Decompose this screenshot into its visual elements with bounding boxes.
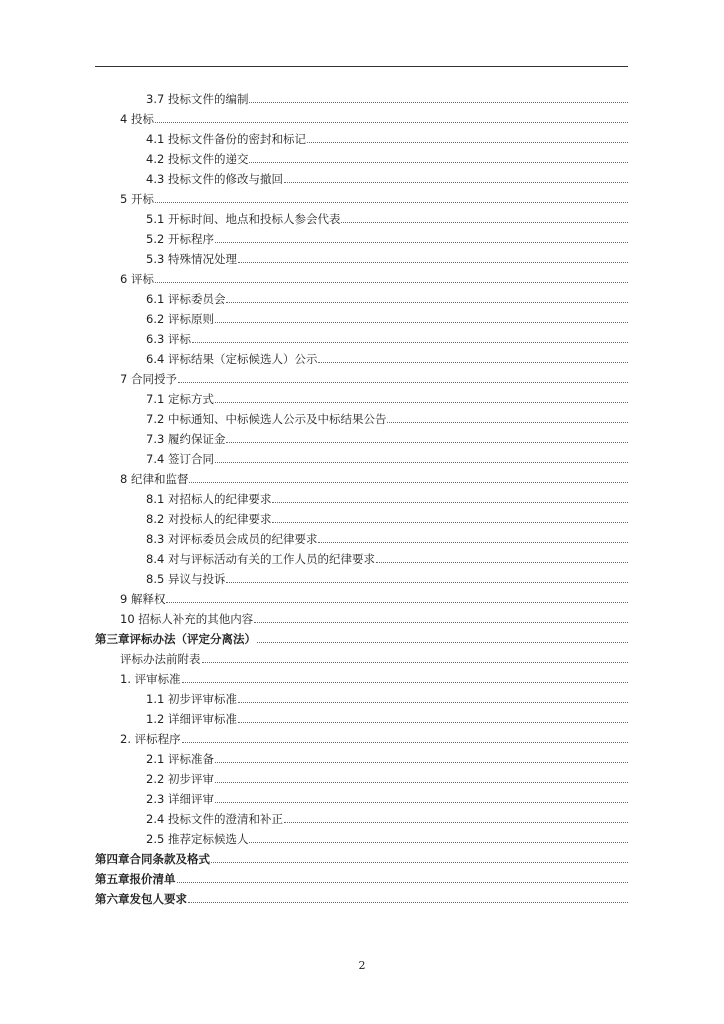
- header-rule: [95, 66, 628, 67]
- toc-entry[interactable]: [95, 886, 628, 906]
- toc-dot-leader: [215, 401, 628, 403]
- toc-entry-title: 8.2 对投标人的纪律要求: [146, 512, 272, 526]
- toc-dot-leader: [257, 641, 628, 643]
- toc-entry-title: 8.3 对评标委员会成员的纪律要求: [146, 532, 318, 546]
- toc-entry[interactable]: [146, 506, 628, 526]
- toc-entry[interactable]: [146, 446, 628, 466]
- toc-entry-title: 2. 评标程序: [120, 732, 181, 746]
- toc-entry-title: 1.1 初步评审标准: [146, 692, 237, 706]
- toc-entry[interactable]: [120, 466, 628, 486]
- toc-entry-title: 第六章发包人要求: [95, 892, 187, 906]
- toc-entry-title: 6 评标: [120, 272, 154, 286]
- toc-entry-title: 9 解释权: [120, 592, 166, 606]
- toc-dot-leader: [211, 861, 628, 863]
- toc-entry[interactable]: [95, 866, 628, 886]
- toc-entry[interactable]: [146, 486, 628, 506]
- toc-entry[interactable]: [95, 846, 628, 866]
- toc-entry[interactable]: [120, 666, 628, 686]
- toc-entry-title: 6.3 评标: [146, 332, 191, 346]
- toc-entry-title: 5.2 开标程序: [146, 232, 214, 246]
- toc-dot-leader: [188, 901, 628, 903]
- toc-entry[interactable]: [120, 106, 628, 126]
- toc-dot-leader: [155, 281, 628, 283]
- toc-entry-title: 8.5 异议与投诉: [146, 572, 226, 586]
- toc-entry-title: 2.1 评标准备: [146, 752, 214, 766]
- toc-dot-leader: [387, 421, 628, 423]
- toc-entry-title: 6.2 评标原则: [146, 312, 214, 326]
- toc-dot-leader: [192, 341, 628, 343]
- toc-entry-title: 4 投标: [120, 112, 154, 126]
- toc-entry[interactable]: [146, 286, 628, 306]
- toc-dot-leader: [238, 701, 628, 703]
- toc-entry[interactable]: [146, 526, 628, 546]
- page-number: 2: [358, 959, 366, 972]
- toc-entry-title: 2.4 投标文件的澄清和补正: [146, 812, 283, 826]
- toc-entry-title: 1. 评审标准: [120, 672, 181, 686]
- toc-dot-leader: [376, 561, 628, 563]
- toc-dot-leader: [272, 501, 628, 503]
- toc-dot-leader: [284, 821, 628, 823]
- toc-entry[interactable]: [146, 206, 628, 226]
- toc-entry-title: 第五章报价清单: [95, 872, 176, 886]
- toc-entry-title: 6.1 评标委员会: [146, 292, 226, 306]
- toc-entry-title: 4.1 投标文件备份的密封和标记: [146, 132, 306, 146]
- toc-entry-title: 7 合同授予: [120, 372, 177, 386]
- toc-dot-leader: [226, 301, 628, 303]
- toc-dot-leader: [254, 621, 628, 623]
- toc-dot-leader: [189, 481, 628, 483]
- toc-dot-leader: [238, 721, 628, 723]
- toc-dot-leader: [215, 781, 628, 783]
- toc-entry-title: 7.4 签订合同: [146, 452, 214, 466]
- toc-entry[interactable]: [120, 266, 628, 286]
- toc-entry-title: 6.4 评标结果（定标候选人）公示: [146, 352, 318, 366]
- toc-dot-leader: [177, 881, 629, 883]
- toc-entry[interactable]: [146, 746, 628, 766]
- toc-entry-title: 8 纪律和监督: [120, 472, 189, 486]
- toc-dot-leader: [182, 741, 628, 743]
- toc-dot-leader: [215, 801, 628, 803]
- toc-dot-leader: [341, 221, 628, 223]
- toc-entry[interactable]: [120, 586, 628, 606]
- toc-entry-title: 评标办法前附表: [120, 652, 201, 666]
- toc-entry[interactable]: [146, 306, 628, 326]
- toc-entry[interactable]: [146, 146, 628, 166]
- toc-entry[interactable]: [120, 186, 628, 206]
- toc-dot-leader: [249, 101, 628, 103]
- toc-dot-leader: [318, 541, 628, 543]
- toc-dot-leader: [272, 521, 628, 523]
- toc-entry-title: 5 开标: [120, 192, 154, 206]
- toc-entry[interactable]: [146, 546, 628, 566]
- toc-entry-title: 5.1 开标时间、地点和投标人参会代表: [146, 212, 341, 226]
- toc-entry[interactable]: [146, 326, 628, 346]
- toc-dot-leader: [284, 181, 628, 183]
- toc-entry-title: 7.1 定标方式: [146, 392, 214, 406]
- toc-dot-leader: [226, 441, 628, 443]
- toc-entry-title: 10 招标人补充的其他内容: [120, 612, 254, 626]
- toc-entry-title: 2.2 初步评审: [146, 772, 214, 786]
- toc-entry-title: 2.3 详细评审: [146, 792, 214, 806]
- toc-entry-title: 4.2 投标文件的递交: [146, 152, 249, 166]
- toc-entry[interactable]: [146, 786, 628, 806]
- toc-dot-leader: [182, 681, 628, 683]
- toc-entry-title: 8.1 对招标人的纪律要求: [146, 492, 272, 506]
- toc-dot-leader: [215, 461, 628, 463]
- toc-entry[interactable]: [146, 386, 628, 406]
- toc-entry-title: 5.3 特殊情况处理: [146, 252, 237, 266]
- toc-dot-leader: [215, 761, 628, 763]
- toc-dot-leader: [202, 661, 629, 663]
- toc-entry[interactable]: [146, 126, 628, 146]
- toc-entry[interactable]: [120, 646, 628, 666]
- toc-dot-leader: [155, 201, 628, 203]
- toc-dot-leader: [249, 841, 628, 843]
- toc-entry[interactable]: [120, 366, 628, 386]
- toc-entry-title: 第三章评标办法（评定分离法）: [95, 632, 256, 646]
- toc-entry-title: 7.2 中标通知、中标候选人公示及中标结果公告: [146, 412, 387, 426]
- toc-dot-leader: [238, 261, 628, 263]
- toc-dot-leader: [166, 601, 628, 603]
- toc-dot-leader: [307, 141, 628, 143]
- toc-entry[interactable]: [146, 766, 628, 786]
- toc-entry[interactable]: [120, 606, 628, 626]
- toc-entry[interactable]: [95, 626, 628, 646]
- toc-entry[interactable]: [146, 166, 628, 186]
- toc-entry[interactable]: [146, 86, 628, 106]
- toc-entry-title: 4.3 投标文件的修改与撤回: [146, 172, 283, 186]
- toc-dot-leader: [178, 381, 628, 383]
- toc-entry[interactable]: [146, 806, 628, 826]
- toc-entry[interactable]: [146, 406, 628, 426]
- toc-entry[interactable]: [146, 566, 628, 586]
- toc-dot-leader: [215, 241, 628, 243]
- toc-entry-title: 8.4 对与评标活动有关的工作人员的纪律要求: [146, 552, 375, 566]
- toc-entry[interactable]: [120, 726, 628, 746]
- toc-entry[interactable]: [146, 226, 628, 246]
- toc-entry[interactable]: [146, 706, 628, 726]
- toc-dot-leader: [226, 581, 628, 583]
- toc-entry-title: 7.3 履约保证金: [146, 432, 226, 446]
- toc-entry-title: 1.2 详细评审标准: [146, 712, 237, 726]
- toc-dot-leader: [215, 321, 628, 323]
- toc-entry[interactable]: [146, 826, 628, 846]
- toc-entry-title: 第四章合同条款及格式: [95, 852, 210, 866]
- toc-entry[interactable]: [146, 346, 628, 366]
- toc-dot-leader: [155, 121, 628, 123]
- toc-entry[interactable]: [146, 686, 628, 706]
- toc-entry-title: 2.5 推荐定标候选人: [146, 832, 249, 846]
- toc-dot-leader: [249, 161, 628, 163]
- toc-entry-title: 3.7 投标文件的编制: [146, 92, 249, 106]
- toc-entry[interactable]: [146, 426, 628, 446]
- toc-entry[interactable]: [146, 246, 628, 266]
- toc-dot-leader: [318, 361, 628, 363]
